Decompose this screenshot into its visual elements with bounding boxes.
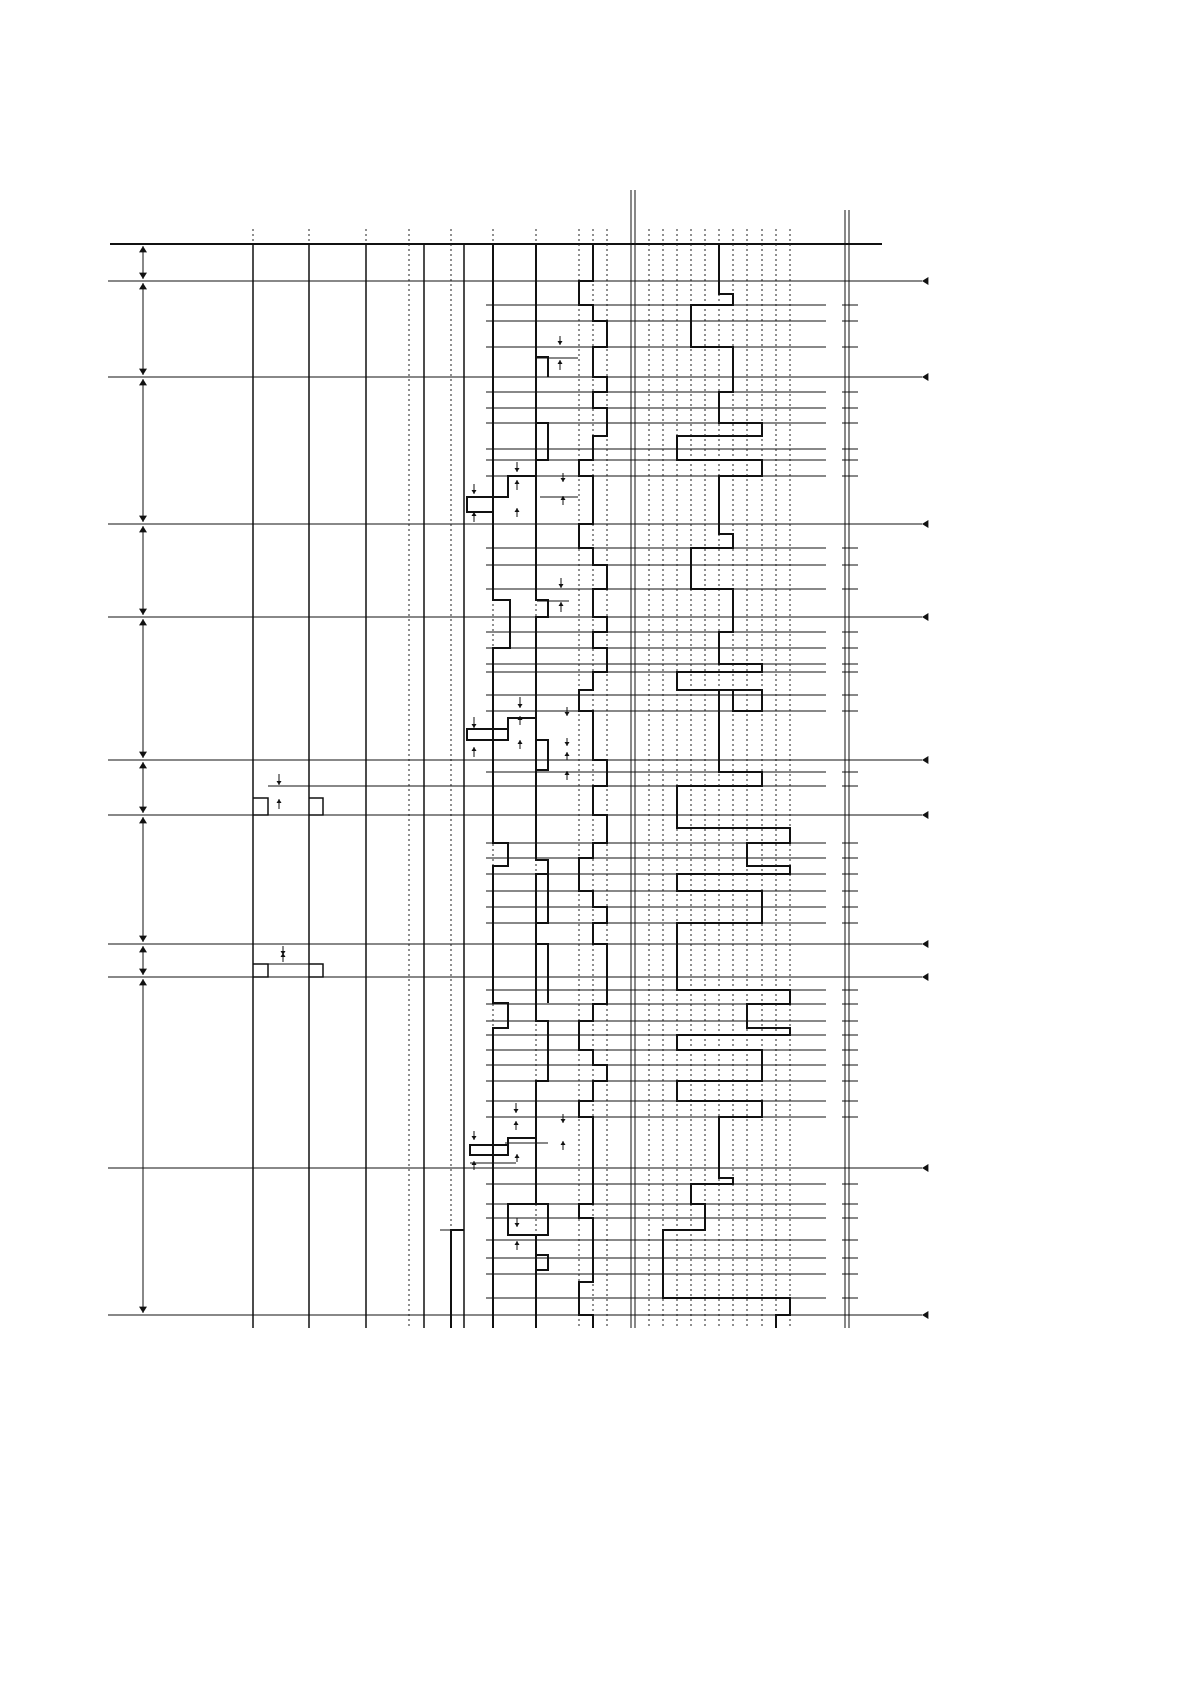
time-line-marker-0 — [922, 277, 928, 285]
signal-arrow-25-head — [514, 1121, 519, 1125]
signal-arrow-20-head — [277, 781, 282, 785]
signal-arrow-23-head — [281, 953, 286, 957]
time-line-marker-4 — [922, 756, 928, 764]
time-line-marker-2 — [922, 520, 928, 528]
dimension-arrow-bottom-7 — [139, 969, 147, 975]
wave-col-536-f — [536, 1255, 548, 1270]
signal-arrow-24-head — [514, 1109, 519, 1113]
horizontal-time-lines — [108, 277, 928, 1319]
signal-arrow-0-head — [558, 341, 563, 345]
pulse-col1-b — [309, 798, 323, 815]
wave-col-536-b — [467, 476, 548, 740]
signal-columns — [253, 229, 790, 1328]
signal-arrow-17-head — [565, 742, 570, 746]
pulse-col1-a — [253, 798, 268, 815]
dimension-arrow-top-6 — [139, 817, 147, 823]
signal-arrow-9-head — [559, 584, 564, 588]
time-line-marker-9 — [922, 1311, 928, 1319]
dimension-markers — [139, 246, 147, 1313]
dimension-arrow-top-7 — [139, 946, 147, 952]
signal-arrow-6-head — [472, 490, 477, 494]
signal-arrow-30-head — [515, 1154, 520, 1158]
signal-arrow-10-head — [559, 602, 564, 606]
time-line-marker-1 — [922, 373, 928, 381]
signal-arrow-26-head — [561, 1119, 566, 1123]
dimension-arrow-top-3 — [139, 526, 147, 532]
wave-col-536-d — [508, 1138, 536, 1328]
signal-arrow-2-head — [515, 468, 520, 472]
signal-arrow-31-head — [515, 1223, 520, 1227]
dimension-arrow-bottom-1 — [139, 369, 147, 375]
signal-arrow-28-head — [472, 1136, 477, 1140]
dimension-arrow-bottom-0 — [139, 273, 147, 279]
wave-col-536-a — [467, 244, 536, 512]
time-line-marker-3 — [922, 613, 928, 621]
signal-arrow-4-head — [561, 478, 566, 482]
diagram-frame — [110, 190, 882, 1328]
signal-arrow-11-head — [518, 704, 523, 708]
dimension-arrow-bottom-5 — [139, 807, 147, 813]
wave-col-451 — [451, 1230, 464, 1328]
signal-arrow-13-head — [472, 724, 477, 728]
pulse-col1-c — [253, 964, 268, 977]
dimension-arrow-top-1 — [139, 283, 147, 289]
time-line-marker-6 — [922, 940, 928, 948]
pulse-col1-d — [309, 964, 323, 977]
signal-arrow-16-head — [565, 712, 570, 716]
wave-col-536-i — [536, 740, 548, 770]
time-line-marker-8 — [922, 1164, 928, 1172]
signal-arrow-3-head — [515, 480, 520, 484]
dimension-arrow-top-0 — [139, 246, 147, 252]
signal-arrow-21-head — [277, 799, 282, 803]
dimension-arrow-top-5 — [139, 762, 147, 768]
signal-arrow-27-head — [561, 1141, 566, 1145]
wave-col-536-g — [536, 357, 548, 377]
signal-arrow-1-head — [558, 360, 563, 364]
arrow-markers — [277, 336, 579, 1250]
dimension-arrow-top-2 — [139, 379, 147, 385]
dimension-arrow-bottom-3 — [139, 609, 147, 615]
dimension-arrow-bottom-6 — [139, 936, 147, 942]
time-line-marker-5 — [922, 811, 928, 819]
dimension-arrow-bottom-8 — [139, 1307, 147, 1313]
signal-arrow-8-head — [515, 508, 520, 512]
dimension-arrow-top-8 — [139, 979, 147, 985]
wave-col-536-j — [536, 874, 548, 1003]
dimension-arrow-bottom-2 — [139, 516, 147, 522]
wave-col-536-e — [536, 1204, 548, 1235]
time-line-marker-7 — [922, 973, 928, 981]
signal-arrow-18-head — [565, 752, 570, 756]
wave-col-536-h — [536, 423, 548, 460]
signal-arrow-32-head — [515, 1241, 520, 1245]
dimension-arrow-bottom-4 — [139, 752, 147, 758]
signal-arrow-15-head — [518, 740, 523, 744]
dimension-arrow-top-4 — [139, 619, 147, 625]
signal-arrow-14-head — [472, 747, 477, 751]
